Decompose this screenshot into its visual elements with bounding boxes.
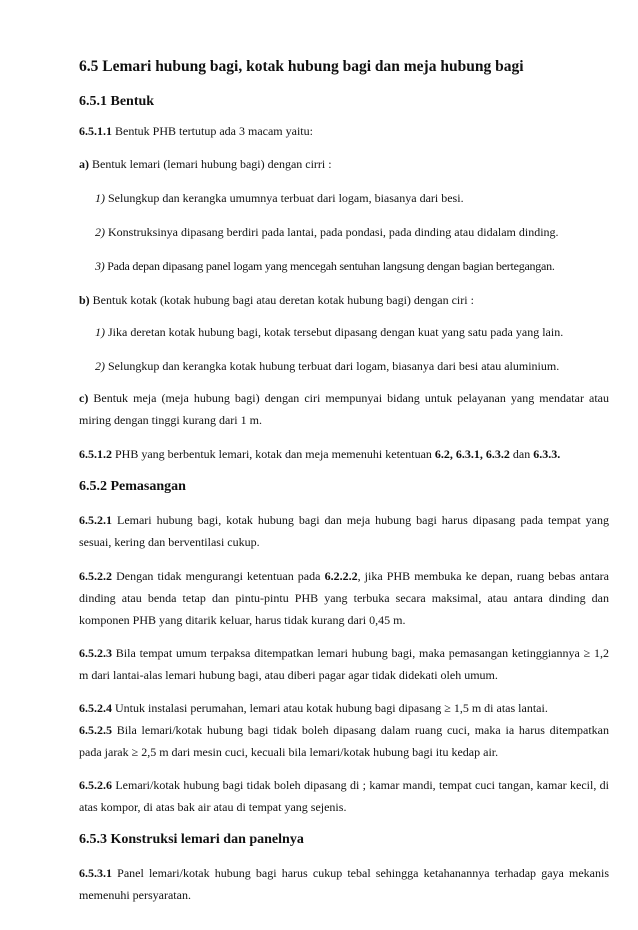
paragraph-6-5-3-1: [79, 862, 609, 906]
sub-item-b-2: [95, 355, 609, 377]
reference: 6.2, 6.3.1, 6.3.2: [434, 447, 510, 461]
sub-item-number: 2): [95, 225, 105, 239]
list-item-c: [79, 387, 609, 431]
sub-item-b-1: [95, 321, 609, 343]
subsection-heading-6-5-3: 6.5.3 Konstruksi lemari dan panelnya: [79, 832, 304, 847]
sub-item-number: 3): [95, 259, 105, 273]
list-text: Bentuk kotak (kotak hubung bagi atau deretan kotak hubung bagi) dengan ciri :: [89, 293, 474, 307]
sub-item-a-3: [95, 255, 609, 277]
list-text: Bentuk lemari (lemari hubung bagi) dengan cirri :: [89, 157, 332, 171]
list-label: c): [79, 391, 89, 405]
paragraph-6-5-2-5: [79, 719, 609, 763]
list-item-b: [79, 289, 609, 311]
clause-number: 6.5.1.2: [79, 447, 112, 461]
sub-item-text: Jika deretan kotak hubung bagi, kotak tersebut dipasang dengan kuat yang satu pada yang lain.: [105, 325, 564, 339]
clause-number: 6.5.2.2: [79, 569, 112, 583]
reference: 6.3.3.: [533, 447, 561, 461]
paragraph-6-5-2-4: [79, 697, 609, 719]
clause-text: Bila lemari/kotak hubung bagi tidak boleh dipasang dalam ruang cuci, maka ia harus ditempatkan pada jarak ≥ 2,5 m dari mesin cuci, kecuali bila lemari/kotak hubung bagi itu kedap air.: [79, 723, 609, 759]
clause-number: 6.5.1.1: [79, 124, 112, 138]
clause-number: 6.5.3.1: [79, 866, 112, 880]
sub-item-text: Pada depan dipasang panel logam yang mencegah sentuhan langsung dengan bagian bertegangan.: [104, 259, 555, 273]
sub-item-a-1: [95, 187, 609, 209]
clause-number: 6.5.2.5: [79, 723, 112, 737]
sub-item-text: Selungkup dan kerangka umumnya terbuat dari logam, biasanya dari besi.: [105, 191, 464, 205]
paragraph-6-5-2-6: [79, 774, 609, 818]
clause-text: Untuk instalasi perumahan, lemari atau kotak hubung bagi dipasang ≥ 1,5 m di atas lantai.: [112, 701, 548, 715]
paragraph-6-5-2-3: [79, 642, 609, 686]
reference: 6.2.2.2: [324, 569, 358, 583]
clause-text: , jika PHB membuka ke depan, ruang bebas antara dinding atau benda tetap dan pintu-pintu PHB yang terbuka secara maksimal, atau antara dinding dan komponen PHB yang ditarik keluar, harus tidak kurang dari 0,45 m.: [79, 569, 609, 627]
list-label: a): [79, 157, 89, 171]
clause-number: 6.5.2.6: [79, 778, 112, 792]
clause-text: Panel lemari/kotak hubung bagi harus cukup tebal sehingga ketahanannya terhadap gaya mekanis memenuhi persyaratan.: [79, 866, 609, 902]
list-item-a: [79, 153, 609, 175]
clause-number: 6.5.2.3: [79, 646, 112, 660]
clause-text: Bila tempat umum terpaksa ditempatkan lemari hubung bagi, maka pemasangan ketinggiannya ≥ 1,2 m dari lantai-alas lemari hubung bagi, atau diberi pagar agar tidak didekati oleh umum.: [79, 646, 609, 682]
clause-text: Lemari/kotak hubung bagi tidak boleh dipasang di ; kamar mandi, tempat cuci tangan, kamar kecil, di atas kompor, di atas bak air atau di tempat yang sejenis.: [79, 778, 609, 814]
clause-text: PHB yang berbentuk lemari, kotak dan meja memenuhi ketentuan: [112, 447, 435, 461]
sub-item-text: Selungkup dan kerangka kotak hubung terbuat dari logam, biasanya dari besi atau aluminium.: [105, 359, 560, 373]
clause-text: Bentuk PHB tertutup ada 3 macam yaitu:: [112, 124, 313, 138]
paragraph-6-5-1-1: [79, 120, 609, 142]
sub-item-number: 2): [95, 359, 105, 373]
paragraph-6-5-1-2: [79, 443, 609, 465]
sub-item-a-2: [95, 221, 609, 243]
subsection-heading-6-5-2: 6.5.2 Pemasangan: [79, 479, 186, 494]
list-label: b): [79, 293, 90, 307]
paragraph-6-5-2-1: [79, 509, 609, 553]
section-title: 6.5 Lemari hubung bagi, kotak hubung bagi dan meja hubung bagi: [79, 58, 524, 75]
clause-text: Lemari hubung bagi, kotak hubung bagi dan meja hubung bagi harus dipasang pada tempat yang sesuai, kering dan berventilasi cukup.: [79, 513, 609, 549]
paragraph-6-5-2-2: [79, 565, 609, 631]
clause-number: 6.5.2.4: [79, 701, 112, 715]
clause-number: 6.5.2.1: [79, 513, 112, 527]
sub-item-number: 1): [95, 191, 105, 205]
list-text: Bentuk meja (meja hubung bagi) dengan ciri mempunyai bidang untuk pelayanan yang mendatar atau miring dengan tinggi kurang dari 1 m.: [79, 391, 609, 427]
clause-text: dan: [509, 447, 534, 461]
subsection-heading-6-5-1: 6.5.1 Bentuk: [79, 94, 155, 109]
sub-item-text: Konstruksinya dipasang berdiri pada lantai, pada pondasi, pada dinding atau didalam dinding.: [105, 225, 559, 239]
sub-item-number: 1): [95, 325, 105, 339]
clause-text: Dengan tidak mengurangi ketentuan pada: [112, 569, 325, 583]
